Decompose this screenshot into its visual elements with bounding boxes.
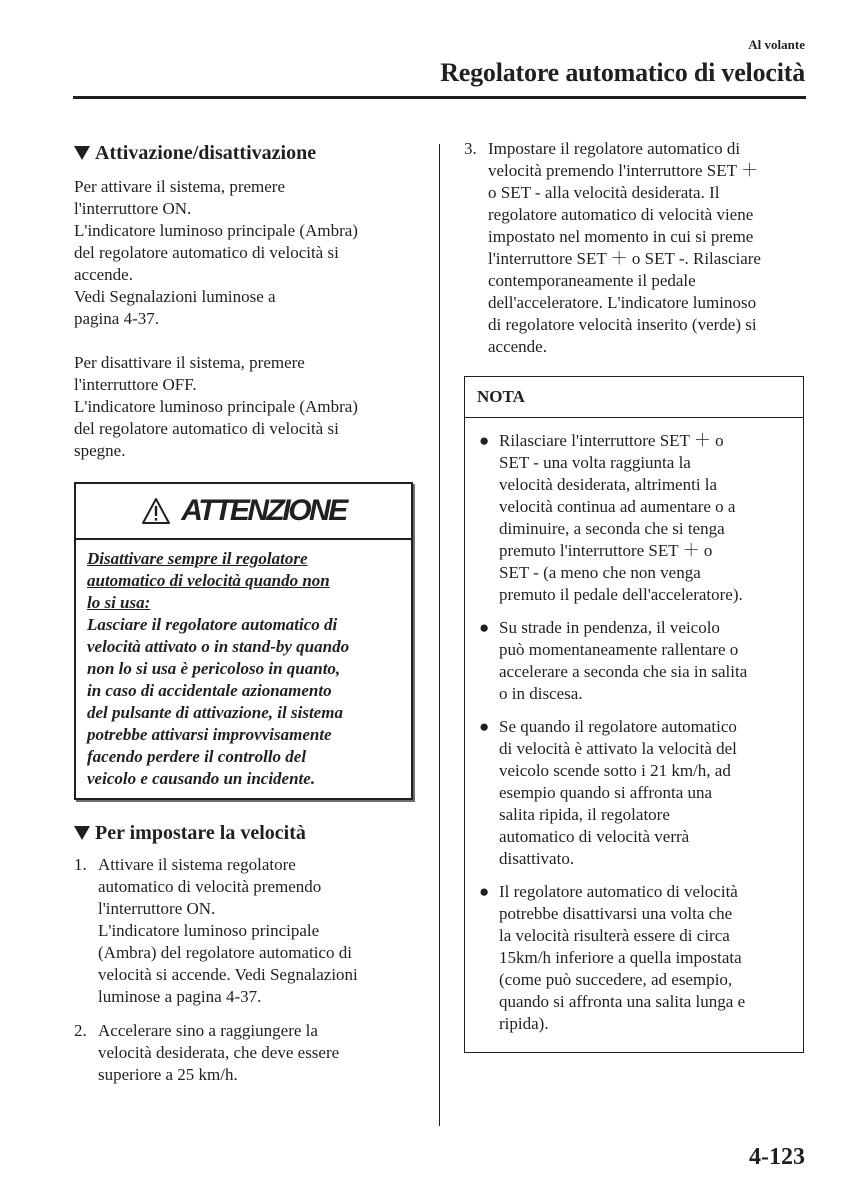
bullet-icon: ● — [479, 717, 490, 736]
step-number: 2. — [74, 1021, 87, 1040]
note-box — [464, 376, 804, 1053]
bullet-icon: ● — [479, 618, 490, 637]
list-item — [464, 138, 806, 358]
list-item — [477, 716, 795, 870]
bullet-text: Su strade in pendenza, il veicolo può momentaneamente rallentare o accelerare a seconda che sia in salita o in discesa. — [499, 618, 748, 703]
warning-body — [76, 540, 411, 798]
step-text: Accelerare sino a raggiungere la velocità desiderata, che deve essere superiore a 25 km/h. — [98, 1021, 340, 1084]
left-column — [74, 138, 419, 1086]
list-item — [74, 1020, 419, 1086]
title-rule — [73, 96, 806, 99]
warning-box — [74, 482, 413, 800]
list-item — [74, 854, 419, 1008]
triangle-down-icon — [74, 826, 90, 840]
bullet-icon: ● — [479, 882, 490, 901]
list-item — [477, 617, 795, 705]
steps-list-continued — [464, 138, 806, 358]
heading-set-speed — [74, 820, 419, 846]
page-number: 4-123 — [749, 1144, 805, 1170]
step-number: 3. — [464, 139, 477, 158]
bullet-text: Rilasciare l'interruttore SET ＋ o SET - una volta raggiunta la velocità desiderata, altrimenti la velocità continua ad aumentare o a diminuire, a seconda che si tenga premuto l'interruttore SET ＋ o SET - (a meno che non venga premuto il pedale dell'acceleratore). — [499, 431, 743, 604]
warning-text: Lasciare il regolatore automatico di velocità attivato o in stand-by quando non lo si usa è pericoloso in quanto, in caso di accidentale azionamento del pulsante di attivazione, il sistema potrebbe attivarsi improvvisamente facendo perdere il controllo del veicolo e causando un incidente. — [87, 615, 350, 788]
deactivation-paragraph: Per disattivare il sistema, premere l'interruttore OFF. L'indicatore luminoso principale (Ambra) del regolatore automatico di velocità si spegne. — [74, 353, 358, 460]
bullet-text: Il regolatore automatico di velocità potrebbe disattivarsi una volta che la velocità risulterà essere di circa 15km/h inferiore a quella impostata (come può succedere, ad esempio, quando si affronta una salita lunga e ripida). — [499, 882, 746, 1033]
heading-activation-text: Attivazione/disattivazione — [95, 142, 317, 164]
bullet-icon: ● — [479, 431, 490, 450]
list-item — [477, 881, 795, 1035]
step-text: Impostare il regolatore automatico di velocità premendo l'interruttore SET ＋ o SET - alla velocità desiderata. Il regolatore automatico di velocità viene impostato nel momento in cui si preme l'interruttore SET ＋ o SET -. Rilasciare contemporaneamente il pedale dell'acceleratore. L'indicatore luminoso di regolatore velocità inserito (verde) si accende. — [488, 139, 761, 356]
section-label: Al volante — [748, 37, 805, 52]
warning-underlined-text: Disattivare sempre il regolatore automatico di velocità quando non lo si usa: — [87, 549, 330, 612]
column-divider — [439, 144, 440, 1126]
note-title: NOTA — [465, 377, 803, 418]
heading-set-speed-text: Per impostare la velocità — [95, 822, 306, 844]
warning-triangle-icon — [141, 497, 171, 525]
warning-title: ATTENZIONE — [181, 494, 346, 527]
step-text: Attivare il sistema regolatore automatico di velocità premendo l'interruttore ON. L'indicatore luminoso principale (Ambra) del regolatore automatico di velocità si accende. Vedi Segnalazioni luminose a pagina 4-37. — [98, 855, 358, 1006]
right-column — [464, 138, 806, 1053]
page-title: Regolatore automatico di velocità — [440, 58, 805, 87]
step-number: 1. — [74, 855, 87, 874]
note-body — [465, 418, 803, 1052]
warning-header — [76, 484, 411, 540]
heading-activation — [74, 140, 419, 166]
list-item — [477, 430, 795, 606]
bullet-text: Se quando il regolatore automatico di velocità è attivato la velocità del veicolo scende sotto i 21 km/h, ad esempio quando si affronta una salita ripida, il regolatore automatico di velocità verrà disattivato. — [499, 717, 737, 868]
triangle-down-icon — [74, 146, 90, 160]
steps-list — [74, 854, 419, 1086]
activation-paragraph: Per attivare il sistema, premere l'interruttore ON. L'indicatore luminoso principale (Ambra) del regolatore automatico di velocità si accende. Vedi Segnalazioni luminose a pagina 4-37. — [74, 177, 358, 328]
